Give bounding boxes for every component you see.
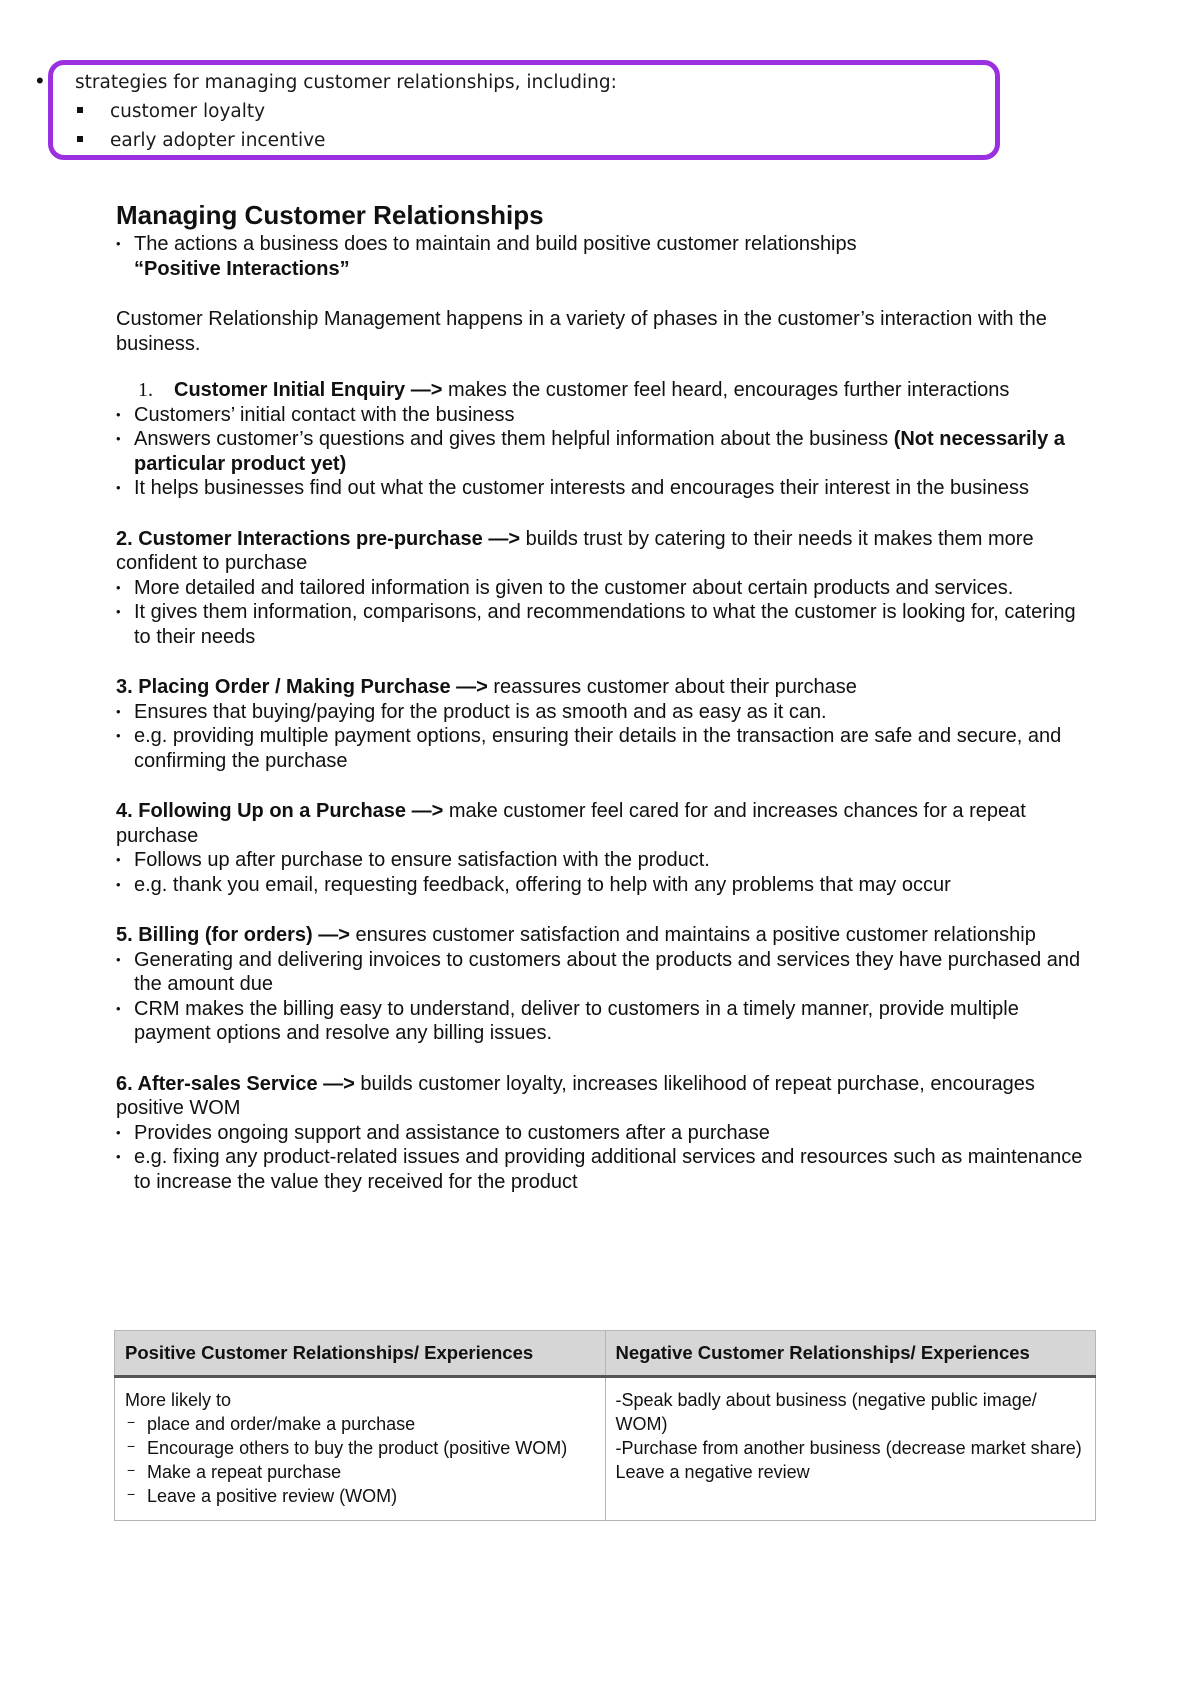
phase-summary: reassures customer about their purchase <box>487 676 857 698</box>
phase-summary: builds customer loyalty, increases likelihood of repeat purchase, encourages positive WOM <box>116 1072 1035 1119</box>
list-item: • e.g. thank you email, requesting feedback, offering to help with any problems that may occur <box>116 873 1096 898</box>
list-item: • e.g. providing multiple payment options, ensuring their details in the transaction are safe and secure, and confirming the purchase <box>116 724 1096 773</box>
phase-4-points <box>116 848 1096 897</box>
outcome-item: customer loyalty <box>110 101 266 122</box>
square-bullet-icon <box>77 107 83 113</box>
table-header-negative: Negative Customer Relationships/ Experiences <box>605 1331 1096 1377</box>
list-item: • CRM makes the billing easy to understand, deliver to customers in a timely manner, provide multiple payment options and resolve any billing issues. <box>116 997 1096 1046</box>
phase-6-heading <box>116 1072 1096 1121</box>
list-item: • e.g. fixing any product-related issues and providing additional services and resources such as maintenance to increase the value they received for the product <box>116 1145 1096 1194</box>
phase-summary: makes the customer feel heard, encourages further interactions <box>442 379 1010 401</box>
table-header-row <box>115 1331 1096 1377</box>
intro-quote: “Positive Interactions” <box>134 257 350 280</box>
phase-2-points <box>116 576 1096 650</box>
list-item: • It helps businesses find out what the customer interests and encourages their interest in the business <box>116 476 1096 501</box>
negative-line: Leave a negative review <box>615 1462 810 1482</box>
list-item: − place and order/make a purchase <box>125 1412 595 1436</box>
positive-intro: More likely to <box>125 1390 232 1410</box>
negative-cell <box>605 1377 1096 1521</box>
outcome-item: early adopter incentive <box>110 130 326 151</box>
list-item-bold: (Not necessarily a particular product yet) <box>134 428 1065 475</box>
phase-summary: make customer feel cared for and increases chances for a repeat purchase <box>116 800 1026 847</box>
list-item: • Follows up after purchase to ensure satisfaction with the product. <box>116 848 1096 873</box>
list-item <box>116 427 1096 476</box>
phase-title: 5. Billing (for orders) —> <box>116 924 350 946</box>
list-item: • Ensures that buying/paying for the product is as smooth and as easy as it can. <box>116 700 1096 725</box>
table-header-positive: Positive Customer Relationships/ Experiences <box>115 1331 606 1377</box>
list-item: − Encourage others to buy the product (positive WOM) <box>125 1436 595 1460</box>
phase-5-heading <box>116 923 1096 948</box>
page-title: Managing Customer Relationships <box>116 200 544 230</box>
comparison-table <box>114 1330 1096 1521</box>
phase-summary: ensures customer satisfaction and maintains a positive customer relationship <box>349 924 1036 946</box>
phase-number: 1. <box>138 379 153 401</box>
list-item: − Leave a positive review (WOM) <box>125 1484 595 1508</box>
phase-title: 3. Placing Order / Making Purchase —> <box>116 676 488 698</box>
list-item: • More detailed and tailored information is given to the customer about certain products and services. <box>116 576 1096 601</box>
phase-title: 6. After-sales Service —> <box>116 1072 355 1095</box>
square-bullet-icon <box>77 136 83 142</box>
bullet-dot: • <box>36 68 44 93</box>
list-item-text: Answers customer’s questions and gives them helpful information about the business <box>134 428 894 450</box>
phase-2-heading <box>116 527 1096 576</box>
phase-title: Customer Initial Enquiry —> <box>174 379 443 401</box>
negative-line: -Purchase from another business (decrease market share) <box>615 1438 1082 1458</box>
list-item: • Provides ongoing support and assistance to customers after a purchase <box>116 1121 1096 1146</box>
list-item: − Make a repeat purchase <box>125 1460 595 1484</box>
intro-list <box>116 232 1096 257</box>
phase-3-points <box>116 700 1096 774</box>
list-item: • Customers’ initial contact with the business <box>116 403 1096 428</box>
document-body <box>116 200 1096 1194</box>
phase-3-heading <box>116 675 1096 700</box>
positive-cell <box>115 1377 606 1521</box>
table-row <box>115 1377 1096 1521</box>
phase-title: 2. Customer Interactions pre-purchase —> <box>116 527 521 550</box>
intro-bullet: • The actions a business does to maintain and build positive customer relationships <box>116 232 1096 257</box>
outcomes-heading: strategies for managing customer relationships, including: <box>75 72 617 93</box>
overview-paragraph: Customer Relationship Management happens in a variety of phases in the customer’s interaction with the business. <box>116 308 1047 355</box>
list-item: • It gives them information, comparisons, and recommendations to what the customer is looking for, catering to their needs <box>116 600 1096 649</box>
negative-line: -Speak badly about business (negative public image/ WOM) <box>615 1390 1037 1434</box>
phase-6-points <box>116 1121 1096 1195</box>
phase-title: 4. Following Up on a Purchase —> <box>116 800 444 822</box>
phase-1-heading <box>116 378 1096 403</box>
phase-summary: builds trust by catering to their needs it makes them more confident to purchase <box>116 527 1034 574</box>
list-item: • Generating and delivering invoices to customers about the products and services they have purchased and the amount due <box>116 948 1096 997</box>
positive-list <box>125 1412 595 1508</box>
phase-5-points <box>116 948 1096 1046</box>
phase-4-heading <box>116 799 1096 848</box>
phase-1-points <box>116 403 1096 501</box>
